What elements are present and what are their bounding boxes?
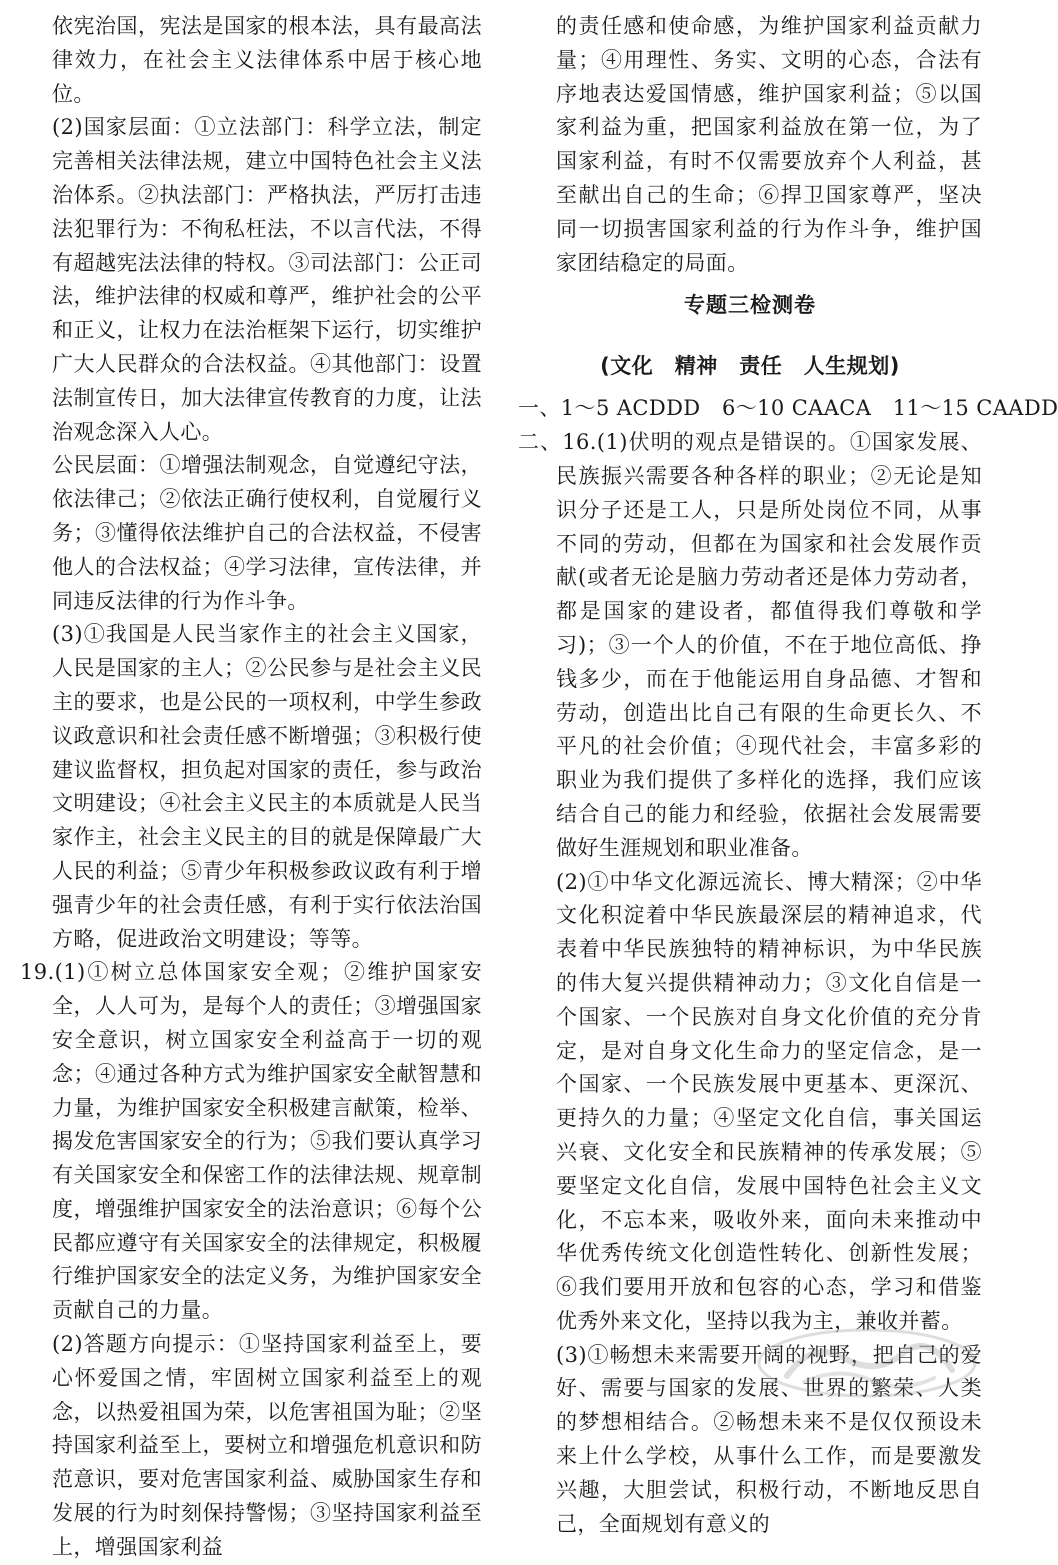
paragraph-q19-part1: 19.(1)①树立总体国家安全观；②维护国家安全，人人可为，是每个人的责任；③增强国家安全意识，树立国家安全利益高于一切的观念；④通过各种方式为维护国家安全献智慧和力量，为维护国家安全积极建言献策，检举、揭发危害国家安全的行为；⑤我们要认真学习有关国家安全和保密工作的法律法规、规章制度，增强维护国家安全的法治意识；⑥每个公民都应遵守有关国家安全的法律规定，积极履行维护国家安全的法定义务，为维护国家安全贡献自己的力量。: [20, 960, 482, 1323]
paragraph-q16-part1: 二、16.(1)伏明的观点是错误的。①国家发展、民族振兴需要各种各样的职业；②无论是知识分子还是工人，只是所处岗位不同，从事不同的劳动，但都在为国家和社会发展作贡献(或者无论是脑力劳动者还是体力劳动者，都是国家的建设者，都值得我们尊敬和学习)；③一个人的价值，不在于地位高低、挣钱多少，而在于他能运用自身品德、才智和劳动，创造出比自己有限的生命更长久、不平凡的社会价值；④现代社会，丰富多彩的职业为我们提供了多样化的选择，我们应该结合自己的能力和经验，依据社会发展需要做好生涯规划和职业准备。: [518, 430, 982, 860]
left-column: [20, 10, 482, 1565]
paragraph-q16-part2: (2)①中华文化源远流长、博大精深；②中华文化积淀着中华民族最深层的精神追求，代表着中华民族独特的精神标识，为中华民族的伟大复兴提供精神动力；③文化自信是一个国家、一个民族对自身文化价值的充分肯定，是对自身文化生命力的坚定信念，是一个国家、一个民族发展中更基本、更深沉、更持久的力量；④坚定文化自信，事关国运兴衰、文化安全和民族精神的传承发展；⑤要坚定文化自信，发展中国特色社会主义文化，不忘本来，吸收外来，面向未来推动中华优秀传统文化创造性转化、创新性发展；⑥我们要用开放和包容的心态，学习和借鉴优秀外来文化，坚持以我为主，兼收并蓄。: [556, 869, 982, 1333]
paragraph-q19-part2-continued: 的责任感和使命感，为维护国家利益贡献力量；④用理性、务实、文明的心态，合法有序地表达爱国情感，维护国家利益；⑤以国家利益为重，把国家利益放在第一位，为了国家利益，有时不仅需要放弃个人利益，甚至献出自己的生命；⑥捍卫国家尊严，坚决同一切损害国家利益的行为作斗争，维护国家团结稳定的局面。: [556, 14, 982, 275]
multiple-choice-answers: 一、1～5 ACDDD 6～10 CAACA 11～15 CAADD: [518, 396, 1058, 421]
paragraph-q18-part3: (3)①我国是人民当家作主的社会主义国家，人民是国家的主人；②公民参与是社会主义民主的要求，也是公民的一项权利，中学生参政议政意识和社会责任感不断增强；③积极行使建议监督权，担负起对国家的责任，参与政治文明建设；④社会主义民主的本质就是人民当家作主，社会主义民主的目的就是保障最广大人民的利益；⑤青少年积极参政议政有利于增强青少年的社会责任感，有利于实行依法治国方略，促进政治文明建设；等等。: [52, 622, 482, 951]
right-column: [518, 10, 1058, 1541]
section-title: 专题三检测卷: [684, 293, 816, 318]
paragraph-constitution: 依宪治国，宪法是国家的根本法，具有最高法律效力，在社会主义法律体系中居于核心地位。: [52, 14, 482, 106]
paragraph-national-level: (2)国家层面：①立法部门：科学立法，制定完善相关法律法规，建立中国特色社会主义法治体系。②执法部门：严格执法，严厉打击违法犯罪行为：不徇私枉法，不以言代法，不得有超越宪法法律的特权。③司法部门：公正司法，维护法律的权威和尊严，维护社会的公平和正义，让权力在法治框架下运行，切实维护广大人民群众的合法权益。④其他部门：设置法制宣传日，加大法律宣传教育的力度，让法治观念深入人心。: [52, 115, 482, 444]
paragraph-citizen-level: 公民层面：①增强法制观念，自觉遵纪守法，依法律己；②依法正确行使权利，自觉履行义务；③懂得依法维护自己的合法权益，不侵害他人的合法权益；④学习法律，宣传法律，并同违反法律的行为作斗争。: [52, 453, 482, 613]
paragraph-q19-part2: (2)答题方向提示：①坚持国家利益至上，要心怀爱国之情，牢固树立国家利益至上的观念，以热爱祖国为荣，以危害祖国为耻；②坚持国家利益至上，要树立和增强危机意识和防范意识，要对危害国家利益、威胁国家生存和发展的行为时刻保持警惕；③坚持国家利益至上，增强国家利益: [52, 1332, 482, 1559]
section-subtitle: (文化 精神 责任 人生规划): [600, 354, 900, 379]
paragraph-q16-part3: (3)①畅想未来需要开阔的视野，把自己的爱好、需要与国家的发展、世界的繁荣、人类的梦想相结合。②畅想未来不是仅仅预设未来上什么学校，从事什么工作，而是要激发兴趣，大胆尝试，积极行动，不断地反思自己，全面规划有意义的: [556, 1342, 982, 1536]
